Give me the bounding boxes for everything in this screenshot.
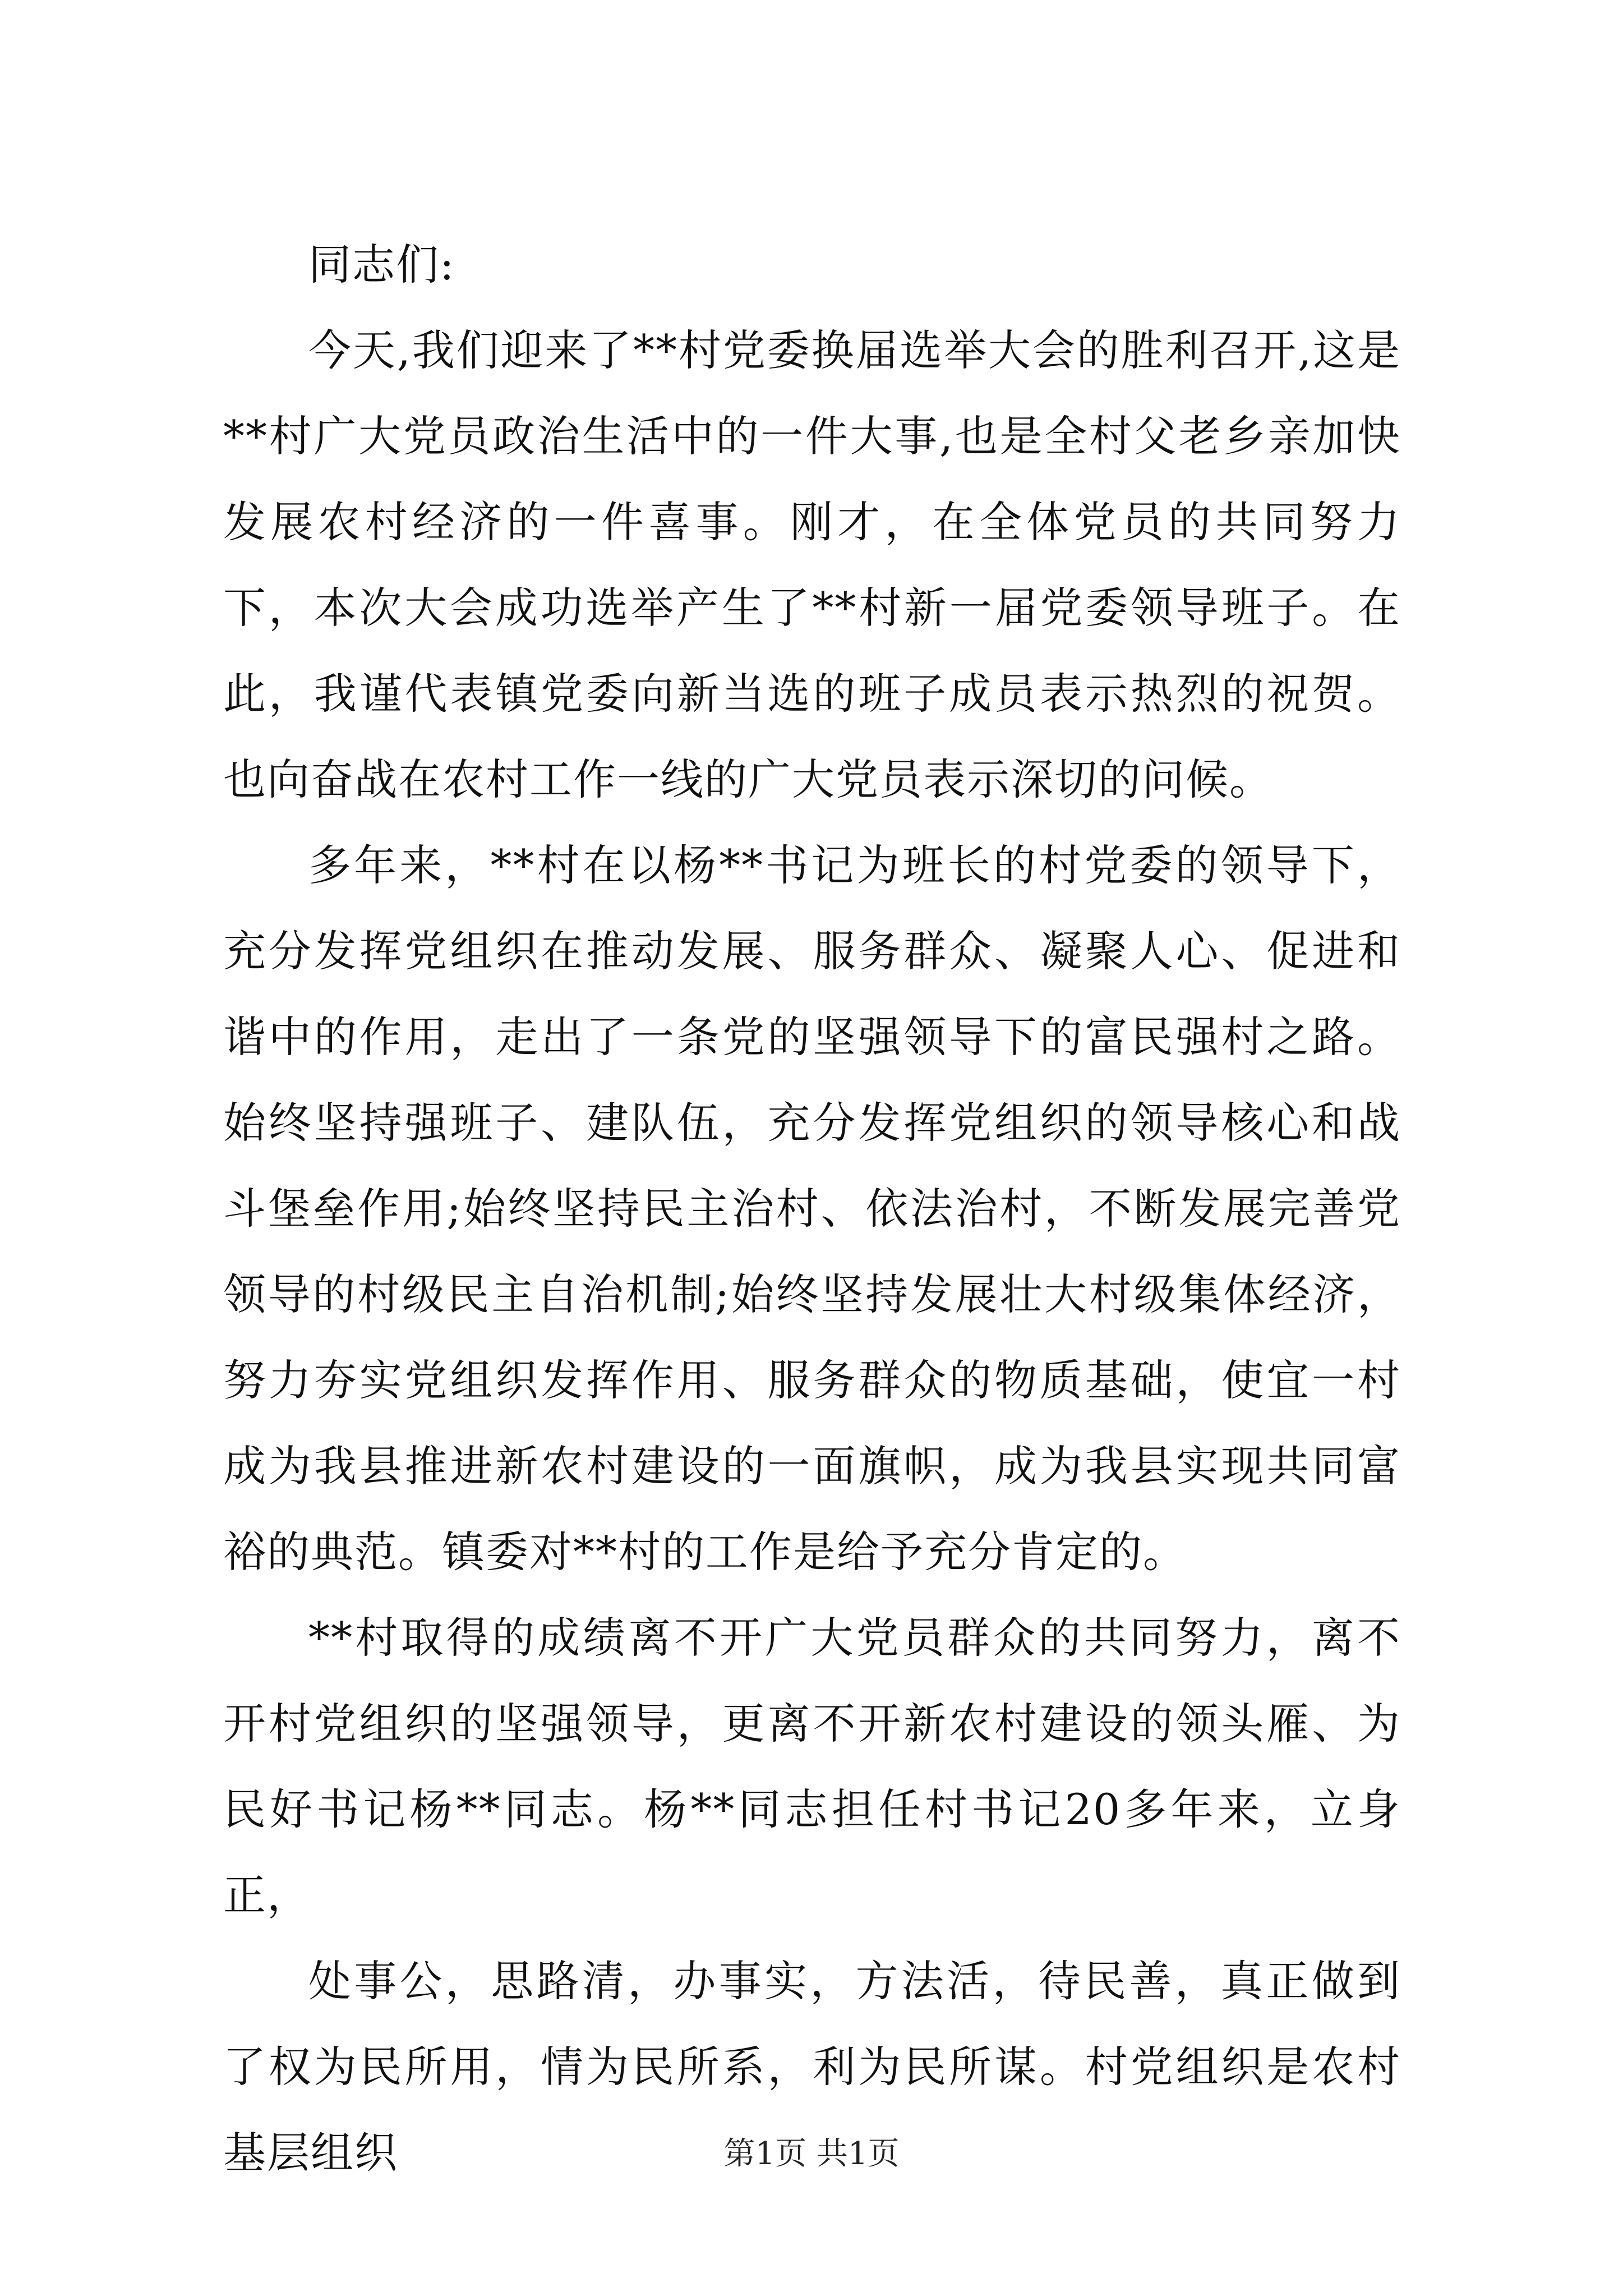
page-footer: 第1页 共1页 (723, 2136, 900, 2172)
paragraph-4: 处事公，思路清，办事实，方法活，待民善，真正做到了权为民所用，情为民所系，利为民所谋。村党组织是农村基层组织 (223, 1956, 1401, 2178)
paragraph-1: 今天,我们迎来了**村党委换届选举大会的胜利召开,这是**村广大党员政治生活中的一件大事,也是全村父老乡亲加快发展农村经济的一件喜事。刚才，在全体党员的共同努力下，本次大会成功选举产生了**村新一届党委领导班子。在此，我谨代表镇党委向新当选的班子成员表示热烈的祝贺。也向奋战在农村工作一线的广大党员表示深切的问候。 (223, 325, 1401, 804)
paragraph-2: 多年来，**村在以杨**书记为班长的村党委的领导下，充分发挥党组织在推动发展、服务群众、凝聚人心、促进和谐中的作用，走出了一条党的坚强领导下的富民强村之路。始终坚持强班子、建队伍，充分发挥党组织的领导核心和战斗堡垒作用;始终坚持民主治村、依法治村，不断发展完善党领导的村级民主自治机制;始终坚持发展壮大村级集体经济，努力夯实党组织发挥作用、服务群众的物质基础，使宜一村成为我县推进新农村建设的一面旗帜，成为我县实现共同富裕的典范。镇委对**村的工作是给予充分肯定的。 (223, 840, 1401, 1577)
salutation: 同志们: (308, 240, 455, 289)
document-body (223, 222, 1401, 2196)
paragraph-3: **村取得的成绩离不开广大党员群众的共同努力，离不开村党组织的坚强领导，更离不开新农村建设的领头雁、为民好书记杨**同志。杨**同志担任村书记20多年来，立身正， (223, 1613, 1401, 1920)
